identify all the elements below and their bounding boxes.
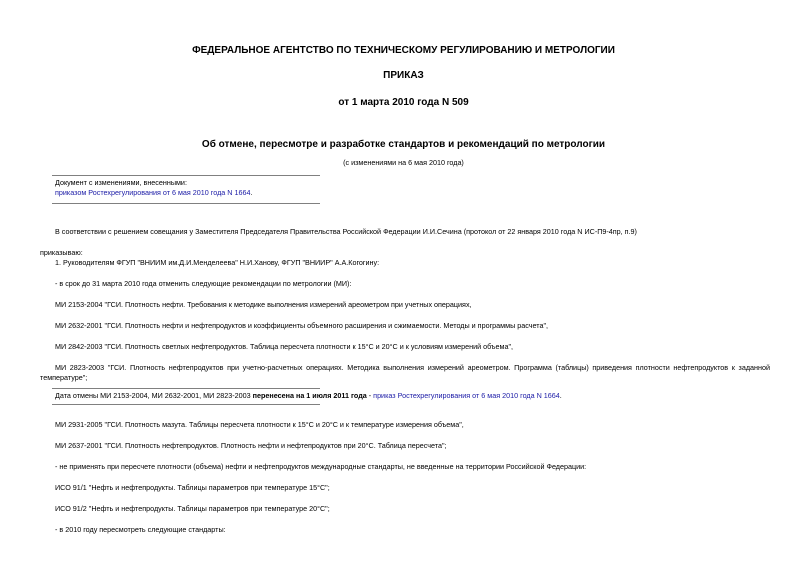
paragraph-mi-2153: МИ 2153-2004 "ГСИ. Плотность нефти. Требования к методике выполнения измерений ареометром при учетных операциях, xyxy=(55,300,472,309)
paragraph-mi-2632: МИ 2632-2001 "ГСИ. Плотность нефти и нефтепродуктов и коэффициенты объемного расширения и сжимаемости. Методы и программы расчета", xyxy=(55,321,548,330)
cancel-box-text: Дата отмены МИ 2153-2004, МИ 2632-2001, МИ 2823-2003 xyxy=(55,391,253,400)
paragraph-cancel-intro: - в срок до 31 марта 2010 года отменить следующие рекомендации по метрологии (МИ): xyxy=(55,279,352,288)
cancel-box-bottom-rule xyxy=(52,404,320,405)
document-title: Об отмене, пересмотре и разработке стандартов и рекомендаций по метрологии xyxy=(201,139,606,150)
cancel-box-dash: - xyxy=(366,391,374,400)
paragraph-revise-intro: - в 2010 году пересмотреть следующие стандарты: xyxy=(55,525,226,534)
cancel-box-line xyxy=(55,391,562,401)
amend-order-link[interactable]: приказом Ростехрегулирования от 6 мая 2010 года N 1664 xyxy=(55,188,251,197)
amend-box-link-line xyxy=(55,188,252,198)
amend-box-top-rule xyxy=(52,175,320,176)
paragraph-mi-2842: МИ 2842-2003 "ГСИ. Плотность светлых нефтепродуктов. Таблица пересчета плотности к 15°С и 20°С и к условиям измерений объема", xyxy=(55,342,514,351)
cancel-box-end: . xyxy=(559,391,562,400)
paragraph-iso-91-1: ИСО 91/1 "Нефть и нефтепродукты. Таблицы параметров при температуре 15°С"; xyxy=(55,483,330,492)
paragraph-basis: В соответствии с решением совещания у Заместителя Председателя Правительства Российской Федерации И.И.Сечина (протокол от 22 января 2010 года N ИС-П9-4пр, п.9) xyxy=(55,227,637,236)
cancel-box-bold: перенесена на 1 июля 2011 года xyxy=(252,391,367,400)
amend-link-end: . xyxy=(250,188,253,197)
cancel-order-link[interactable]: приказ Ростехрегулирования от 6 мая 2010 года N 1664 xyxy=(373,391,560,400)
amend-box-line: Документ с изменениями, внесенными: xyxy=(55,178,187,187)
document-type: ПРИКАЗ xyxy=(383,70,424,81)
paragraph-item-1: 1. Руководителям ФГУП "ВНИИМ им.Д.И.Менделеева" Н.И.Ханову, ФГУП "ВНИИР" А.А.Когогину: xyxy=(55,258,380,267)
document-date: от 1 марта 2010 года N 509 xyxy=(338,97,469,108)
agency-name: ФЕДЕРАЛЬНОЕ АГЕНТСТВО ПО ТЕХНИЧЕСКОМУ РЕГУЛИРОВАНИЮ И МЕТРОЛОГИИ xyxy=(192,45,615,56)
amendment-note: (с изменениями на 6 мая 2010 года) xyxy=(343,158,464,167)
paragraph-mi-2931: МИ 2931-2005 "ГСИ. Плотность мазута. Таблицы пересчета плотности к 15°С и 20°С и к температуре измерения объема", xyxy=(55,420,464,429)
paragraph-iso-91-2: ИСО 91/2 "Нефть и нефтепродукты. Таблицы параметров при температуре 20°С"; xyxy=(55,504,330,513)
paragraph-mi-2823: МИ 2823-2003 "ГСИ. Плотность нефтепродуктов при учетно-расчетных операциях. Методика выполнения измерений ареометром. Программа (таблицы) приведения плотности нефтепродуктов к заданной температуре"; xyxy=(40,363,770,382)
paragraph-mi-2637: МИ 2637-2001 "ГСИ. Плотность нефтепродуктов. Плотность нефти и нефтепродуктов при 20°С. Таблица пересчета"; xyxy=(55,441,447,450)
amend-box-bottom-rule xyxy=(52,203,320,204)
paragraph-iso-intro: - не применять при пересчете плотности (объема) нефти и нефтепродуктов международные стандарты, не введенные на территории Российской Федерации: xyxy=(55,462,587,471)
paragraph-order: приказываю: xyxy=(40,248,83,257)
cancel-box-top-rule xyxy=(52,388,320,389)
